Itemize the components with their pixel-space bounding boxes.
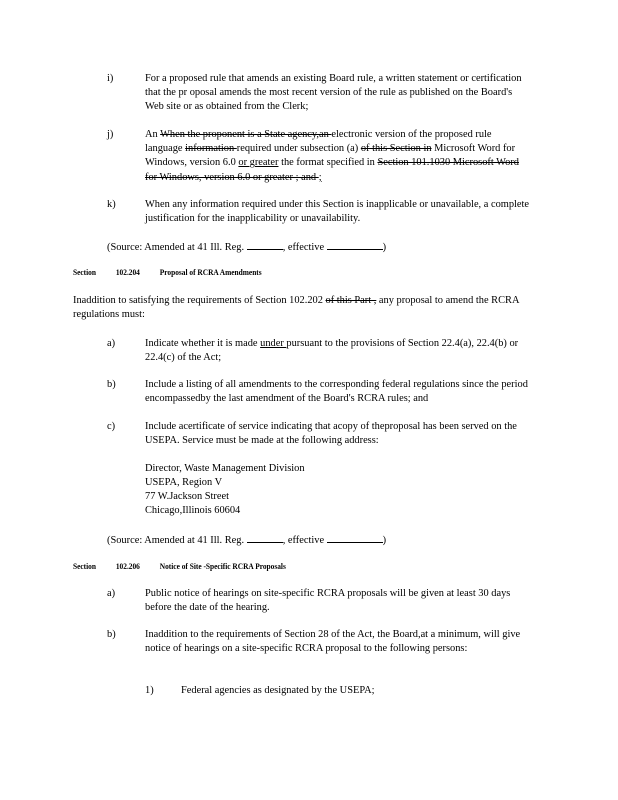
blank-line <box>247 532 283 543</box>
item-j-text <box>145 128 525 185</box>
item-marker: k) <box>107 199 116 210</box>
text-run: An <box>145 129 161 140</box>
underlined-text: under <box>260 338 287 349</box>
subitem-marker: 1) <box>145 685 154 696</box>
address-line: USEPA, Region V <box>145 477 223 488</box>
source-label: (Source: Amended at 41 Ill. Reg. <box>107 242 245 253</box>
blank-line <box>327 239 383 250</box>
item-text: Include a listing of all amendments to the corresponding federal regulations since the period encompassedby the last amendment of the Board's RCRA rules; and <box>145 379 528 405</box>
blank-line <box>247 239 283 250</box>
section-heading: Section 102.206 Notice of Site -Specific RCRA Proposals <box>73 561 286 572</box>
blank-line <box>327 532 383 543</box>
item-text: Include acertificate of service indicating that acopy of theproposal has been served on the USEPA. Service must be made at the following address: <box>145 421 517 447</box>
source-note: (Source: Amended at 41 Ill. Reg. , effective ) <box>107 239 386 255</box>
item-marker: j) <box>107 129 114 140</box>
item-marker: b) <box>107 379 116 390</box>
source-note: (Source: Amended at 41 Ill. Reg. , effective ) <box>107 532 386 548</box>
text-run: the format specified in <box>278 157 378 169</box>
item-text: For a proposed rule that amends an existing Board rule, a written statement or certification that the pr oposal amends the most recent version of the rule as published on the Board's Web site or as obtained from the Clerk; <box>145 73 522 113</box>
item-text: Public notice of hearings on site-specific RCRA proposals will be given at least 30 days before the date of the hearing. <box>145 588 511 614</box>
section-heading: Section 102.204 Proposal of RCRA Amendments <box>73 267 262 278</box>
struck-text: Section 101.1030 Microsoft Word for Windows, version 6.0 or greater ; and <box>145 157 519 183</box>
item-marker: b) <box>107 629 116 640</box>
address-line: 77 W.Jackson Street <box>145 491 229 502</box>
struck-text: information <box>185 143 237 155</box>
item-text: When any information required under this Section is inapplicable or unavailable, a complete justification for the inapplicability or unavailability. <box>145 199 530 225</box>
underlined-text: ; <box>318 171 322 183</box>
source-label: (Source: Amended at 41 Ill. Reg. <box>107 535 245 546</box>
struck-text: When the proponent is a State agency,an <box>160 129 332 140</box>
item-marker: a) <box>107 588 116 599</box>
text-run: electronic version of the proposed rule language <box>145 129 492 155</box>
address-line: Director, Waste Management Division <box>145 463 305 474</box>
underlined-text: or greater <box>238 157 279 169</box>
text-run: required under subsection (a) <box>236 143 361 155</box>
item-text: Inaddition to the requirements of Section 28 of the Act, the Board,at a minimum, will give notice of hearings on a site-specific RCRA proposal to the following persons: <box>145 629 521 655</box>
subitem-text: Federal agencies as designated by the USEPA; <box>181 685 375 696</box>
effective-label: effective <box>287 242 325 253</box>
item-marker: c) <box>107 421 116 432</box>
address-line: Chicago,Illinois 60604 <box>145 505 241 516</box>
item-marker: a) <box>107 338 116 349</box>
struck-text: of this Section in <box>360 143 432 155</box>
section-intro: Inaddition to satisfying the requirements of Section 102.202 of this Part , any proposal to amend the RCRA regulations must: <box>73 295 519 321</box>
effective-label: effective <box>287 535 325 546</box>
struck-text: of this Part , <box>325 295 377 306</box>
item-marker: i) <box>107 73 114 84</box>
item-text: Indicate whether it is made under pursuant to the provisions of Section 22.4(a), 22.4(b) or 22.4(c) of the Act; <box>145 338 519 364</box>
text-run: Microsoft Word for Windows, version 6.0 <box>145 143 516 169</box>
